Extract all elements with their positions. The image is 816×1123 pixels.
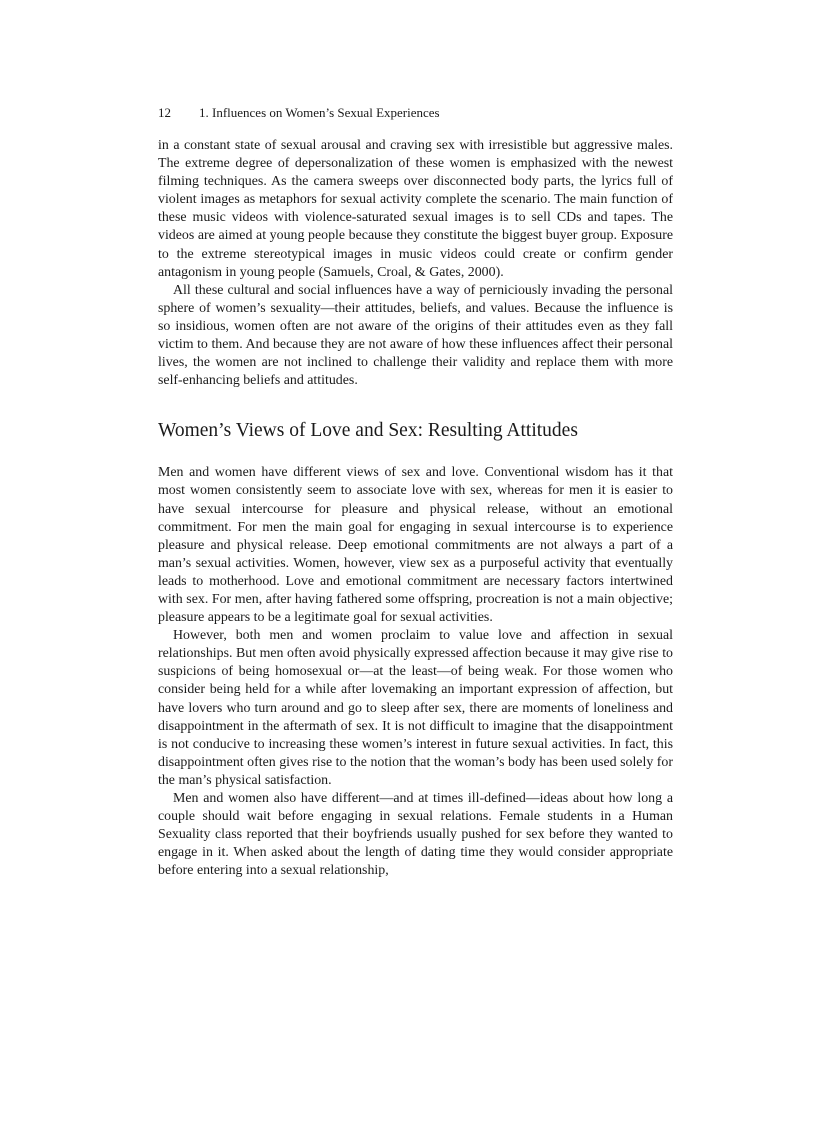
section-love-and-sex [158,464,673,880]
running-head [158,104,673,122]
section-heading: Women’s Views of Love and Sex: Resulting Attitudes [158,420,578,442]
paragraph: Men and women also have different—and at times ill-defined—ideas about how long a couple should wait before engaging in sexual relations. Female students in a Human Sexuality class reported that their boyfriends usually pushed for sex before they wanted to engage in it. When asked about the length of dating time they would consider appropriate before entering into a sexual relationship, [158,791,673,879]
section-continued-text [158,137,673,390]
paragraph-continued: in a constant state of sexual arousal and craving sex with irresistible but aggressive males. The extreme degree of depersonalization of these women is emphasized with the newest filming techniques. As the camera sweeps over disconnected body parts, the lyrics full of violent images as metaphors for sexual activity complete the scenario. The main function of these music videos with violence-saturated sexual images is to sell CDs and tapes. The videos are aimed at young people because they constitute the biggest buyer group. Exposure to the extreme stereotypical images in music videos could create or confirm gender antagonism in young people (Samuels, Croal, & Gates, 2000). [158,138,673,280]
paragraph: All these cultural and social influences have a way of perniciously invading the personal sphere of women’s sexuality—their attitudes, beliefs, and values. Because the influence is so insidious, women often are not aware of the origins of their attitudes even as they fall victim to them. And because they are not aware of how these influences affect their personal lives, the women are not inclined to challenge their validity and replace them with more self-enhancing beliefs and attitudes. [158,282,673,389]
chapter-title: 1. Influences on Women’s Sexual Experiences [199,105,440,120]
book-page [158,104,673,880]
paragraph: Men and women have different views of sex and love. Conventional wisdom has it that most women consistently seem to associate love with sex, whereas for men it is easier to have sexual intercourse for pleasure and physical release, without an emotional commitment. For men the main goal for engaging in sexual intercourse is to experience pleasure and physical release. Deep emotional commitments are not always a part of a man’s sexual activities. Women, however, view sex as a purposeful activity that eventually leads to motherhood. Love and emotional commitment are necessary factors intertwined with sex. For men, after having fathered some offspring, procreation is not a main objective; pleasure appears to be a legitimate goal for sexual activities. [158,465,673,626]
page-number: 12 [158,105,171,120]
paragraph: However, both men and women proclaim to value love and affection in sexual relationships. But men often avoid physically expressed affection because it may give rise to suspicions of being homosexual or—at the least—of being weak. For those women who consider being held for a while after lovemaking an important expression of affection, but have lovers who turn around and go to sleep after sex, there are moments of loneliness and disappointment in the aftermath of sex. It is not difficult to imagine that the disappointment is not conducive to increasing these women’s interest in future sexual activities. In fact, this disappointment often gives rise to the notion that the woman’s body has been used solely for the man’s physical satisfaction. [158,628,673,788]
